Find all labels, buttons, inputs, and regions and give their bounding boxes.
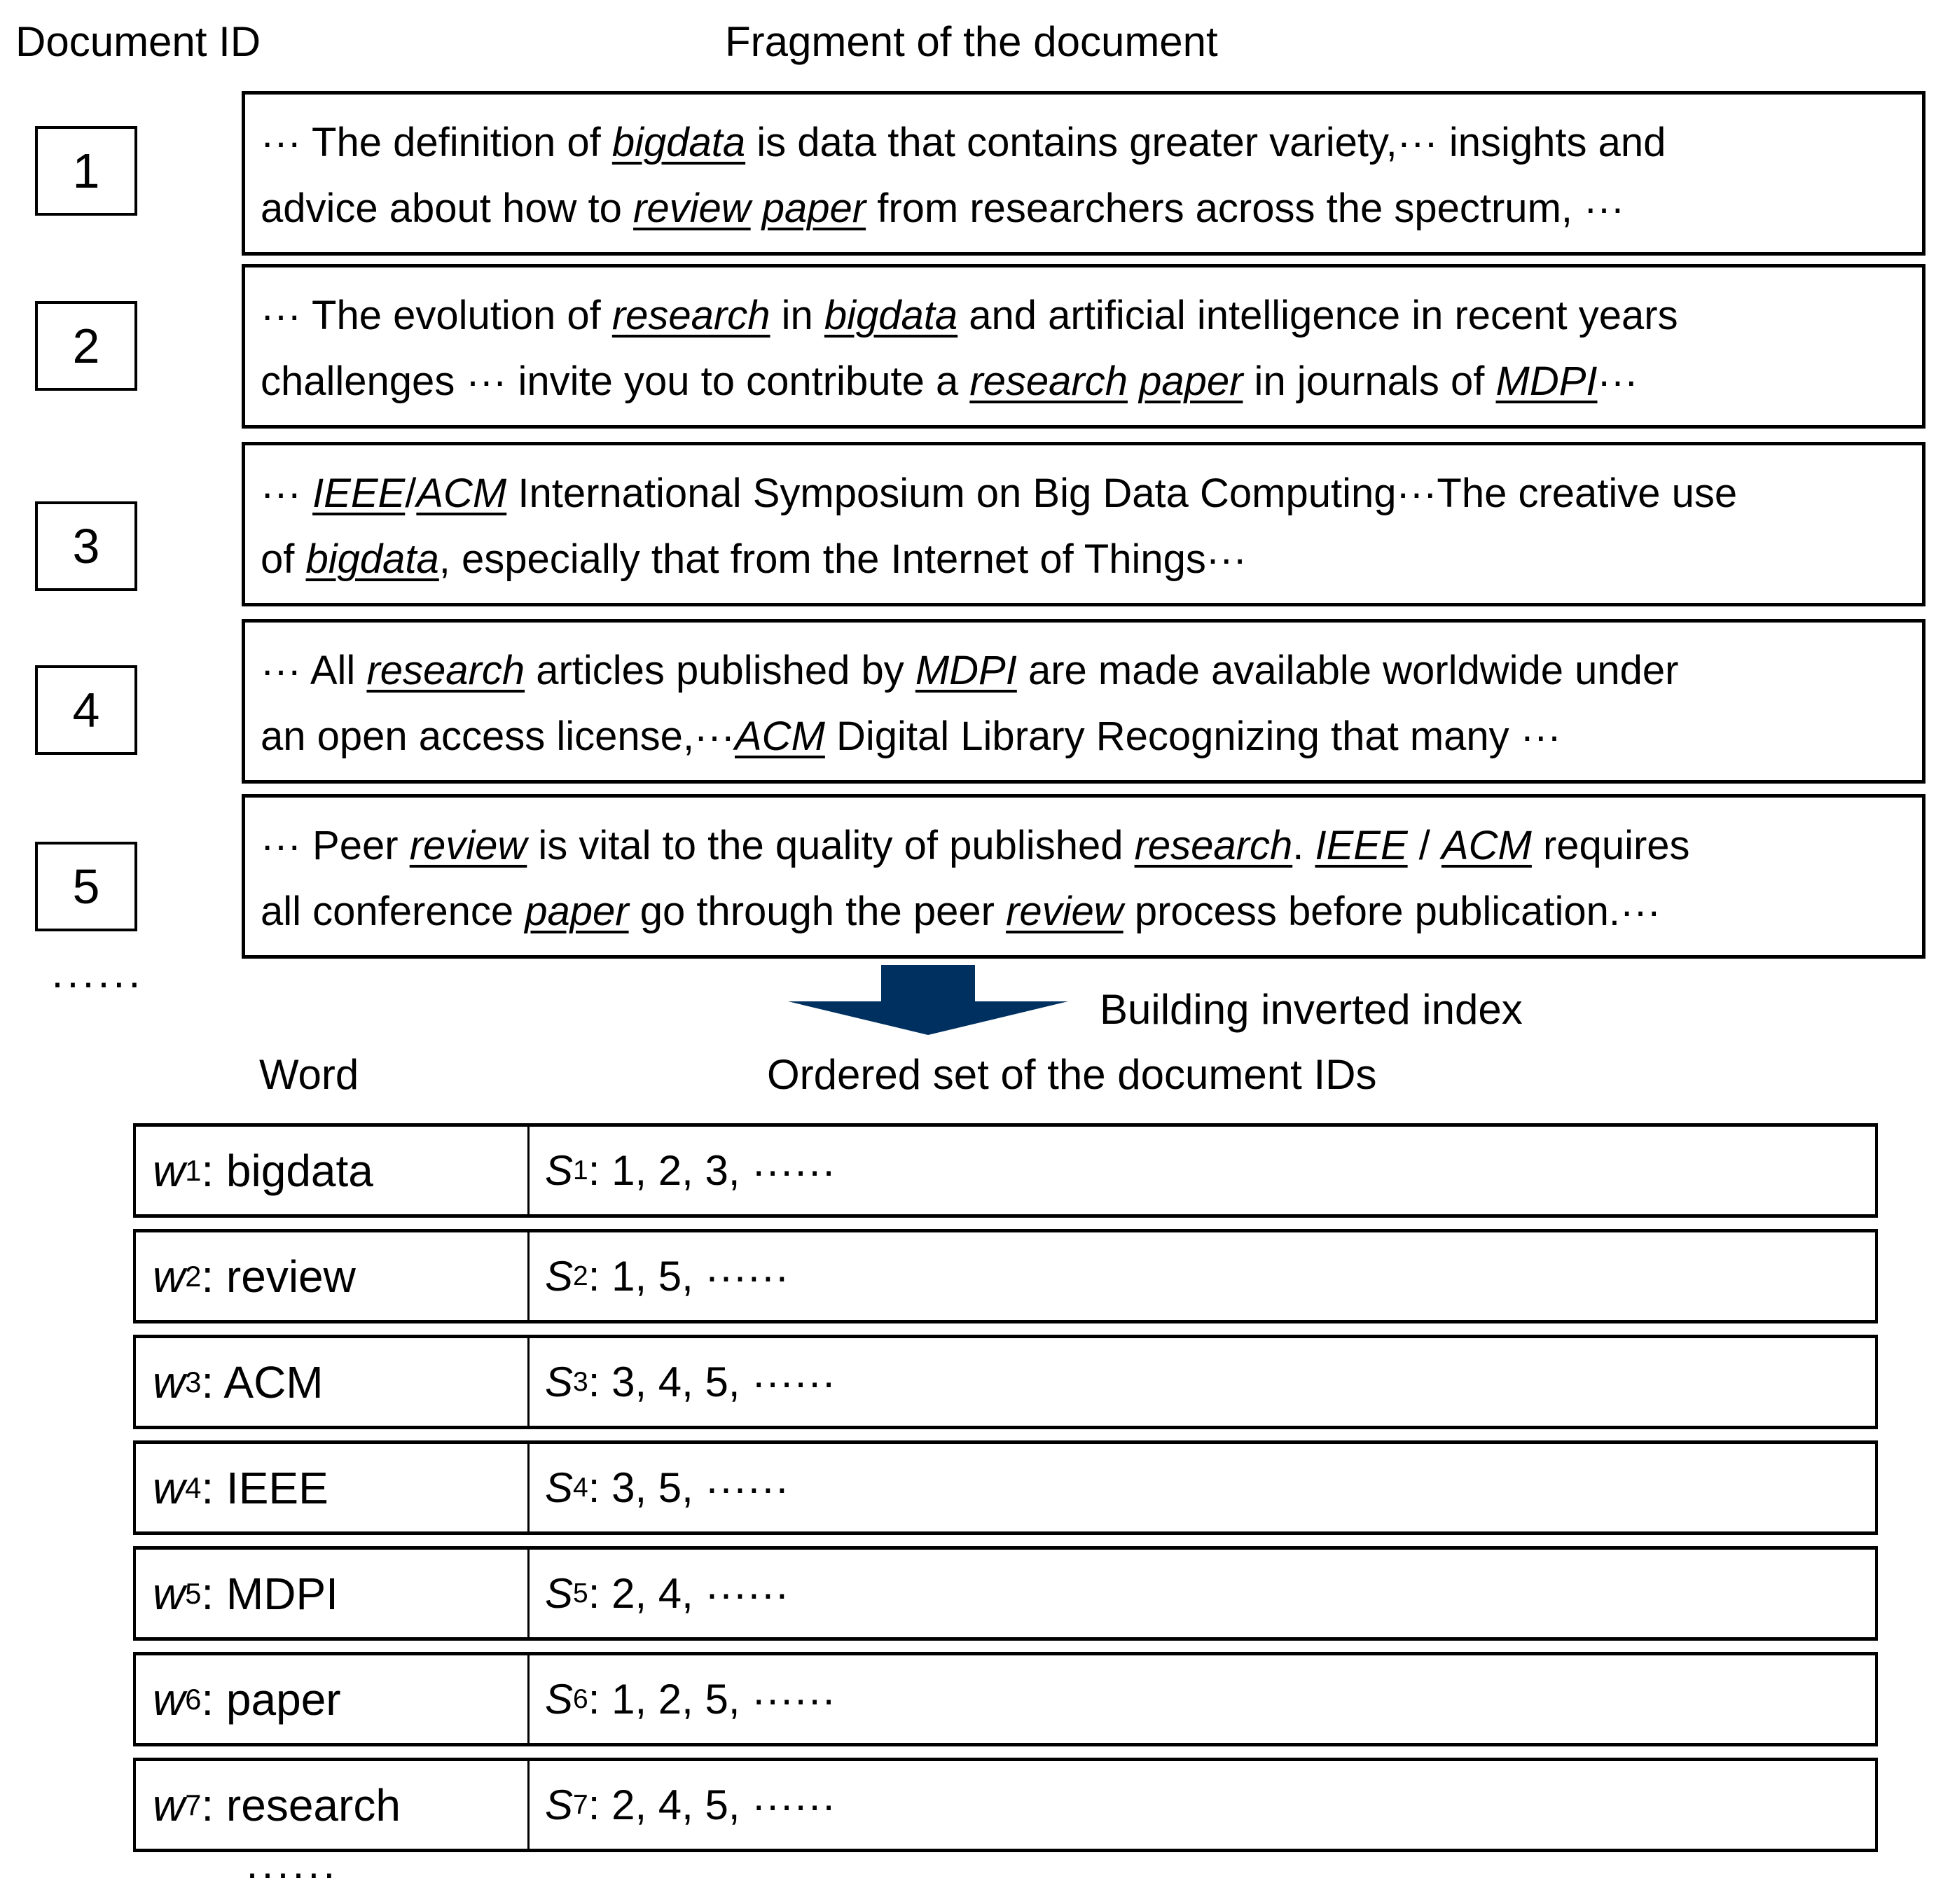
keyword: bigdata (611, 120, 746, 165)
keyword: paper (525, 889, 629, 934)
ordered-set-header: Ordered set of the document IDs (767, 1051, 1377, 1098)
fragment-line (261, 283, 1908, 349)
index-set-cell: S 3 : 3, 4, 5, ······ (545, 1358, 836, 1405)
fragment-text: / (1407, 823, 1441, 868)
fragment-text: challenges ··· invite you to contribute a (261, 359, 970, 404)
fragment-line (261, 879, 1908, 945)
fragment-text: all conference (261, 889, 525, 934)
index-set-cell: S 2 : 1, 5, ······ (545, 1253, 789, 1300)
index-set-cell: S 6 : 1, 2, 5, ······ (545, 1676, 836, 1723)
document-fragment (242, 794, 1925, 959)
index-row (133, 1229, 1878, 1323)
index-word-cell: w 7 : research (136, 1761, 530, 1849)
fragment-text: ··· (1597, 359, 1638, 404)
document-fragment (242, 619, 1925, 784)
index-row (133, 1335, 1878, 1429)
keyword: research (969, 359, 1128, 404)
keyword: IEEE (312, 471, 406, 516)
keyword: research (611, 293, 770, 338)
keyword: MDPI (915, 648, 1017, 693)
index-set-cell: S 5 : 2, 4, ······ (545, 1570, 789, 1617)
document-id-box: 4 (35, 665, 137, 755)
index-word-cell: w 1 : bigdata (136, 1127, 530, 1214)
fragment-text: go through the peer (628, 889, 1007, 934)
fragment-text: process before publication.··· (1123, 889, 1661, 934)
index-word-cell: w 4 : IEEE (136, 1444, 530, 1531)
fragment-text: of (261, 536, 306, 582)
fragment-header: Fragment of the document (725, 18, 1218, 65)
fragment-line (261, 110, 1908, 176)
index-row (133, 1440, 1878, 1535)
fragment-text (751, 186, 762, 231)
fragment-text: an open access license,··· (261, 714, 735, 759)
keyword: ACM (1441, 823, 1532, 868)
keyword: MDPI (1495, 359, 1598, 404)
index-set-cell: S 4 : 3, 5, ······ (545, 1464, 789, 1511)
document-id-box: 1 (35, 126, 137, 216)
word-header: Word (259, 1051, 359, 1098)
fragment-text: ··· Peer (261, 823, 410, 868)
index-row (133, 1546, 1878, 1641)
document-id-box: 5 (35, 842, 137, 931)
fragment-text: , especially that from the Internet of Things··· (438, 536, 1247, 582)
documents-ellipsis: ······ (50, 959, 143, 1006)
fragment-line (261, 461, 1908, 527)
fragment-line (261, 527, 1908, 592)
index-word-cell: w 6 : paper (136, 1655, 530, 1743)
fragment-line (261, 704, 1908, 770)
document-id-box: 3 (35, 501, 137, 591)
fragment-line (261, 349, 1908, 415)
keyword: paper (761, 186, 866, 231)
index-word-cell: w 2 : review (136, 1232, 530, 1320)
document-fragment (242, 442, 1925, 606)
fragment-text: / (405, 471, 417, 516)
document-id-box: 2 (35, 301, 137, 391)
fragment-text: ··· All (261, 648, 367, 693)
fragment-text (1128, 359, 1139, 404)
index-ellipsis: ······ (245, 1849, 338, 1896)
keyword: bigdata (305, 536, 439, 582)
fragment-text: ··· The evolution of (261, 293, 612, 338)
keyword: review (1006, 889, 1123, 934)
fragment-text: articles published by (525, 648, 915, 693)
index-row (133, 1758, 1878, 1852)
building-index-label: Building inverted index (1100, 986, 1523, 1033)
fragment-text: is vital to the quality of published (527, 823, 1135, 868)
keyword: review (409, 823, 527, 868)
keyword: research (1134, 823, 1293, 868)
keyword: ACM (416, 471, 507, 516)
keyword: research (366, 648, 525, 693)
index-word-cell: w 5 : MDPI (136, 1550, 530, 1637)
document-fragment (242, 91, 1925, 256)
fragment-text: Digital Library Recognizing that many ··· (824, 714, 1561, 759)
keyword: bigdata (824, 293, 958, 338)
index-row (133, 1652, 1878, 1746)
fragment-text: in journals of (1243, 359, 1496, 404)
fragment-text: is data that contains greater variety,··· insights and (745, 120, 1666, 165)
keyword: review (633, 186, 751, 231)
keyword: IEEE (1315, 823, 1408, 868)
fragment-text: are made available worldwide under (1016, 648, 1679, 693)
fragment-text: ··· (261, 471, 313, 516)
fragment-text: and artificial intelligence in recent years (957, 293, 1678, 338)
index-word-cell: w 3 : ACM (136, 1338, 530, 1426)
down-arrow-icon (788, 965, 1068, 1035)
keyword: paper (1139, 359, 1243, 404)
fragment-line (261, 638, 1908, 704)
document-fragment (242, 264, 1925, 429)
fragment-text: requires (1531, 823, 1690, 868)
fragment-text: . (1292, 823, 1315, 868)
fragment-line (261, 176, 1908, 242)
keyword: ACM (735, 714, 825, 759)
index-set-cell: S 1 : 1, 2, 3, ······ (545, 1147, 836, 1194)
document-id-header: Document ID (15, 18, 261, 65)
fragment-text: advice about how to (261, 186, 634, 231)
fragment-text: ··· The definition of (261, 120, 612, 165)
fragment-text: from researchers across the spectrum, ··· (866, 186, 1625, 231)
fragment-text: in (770, 293, 824, 338)
index-set-cell: S 7 : 2, 4, 5, ······ (545, 1781, 836, 1828)
fragment-text: International Symposium on Big Data Computing···The creative use (506, 471, 1738, 516)
index-row (133, 1123, 1878, 1218)
fragment-line (261, 813, 1908, 879)
